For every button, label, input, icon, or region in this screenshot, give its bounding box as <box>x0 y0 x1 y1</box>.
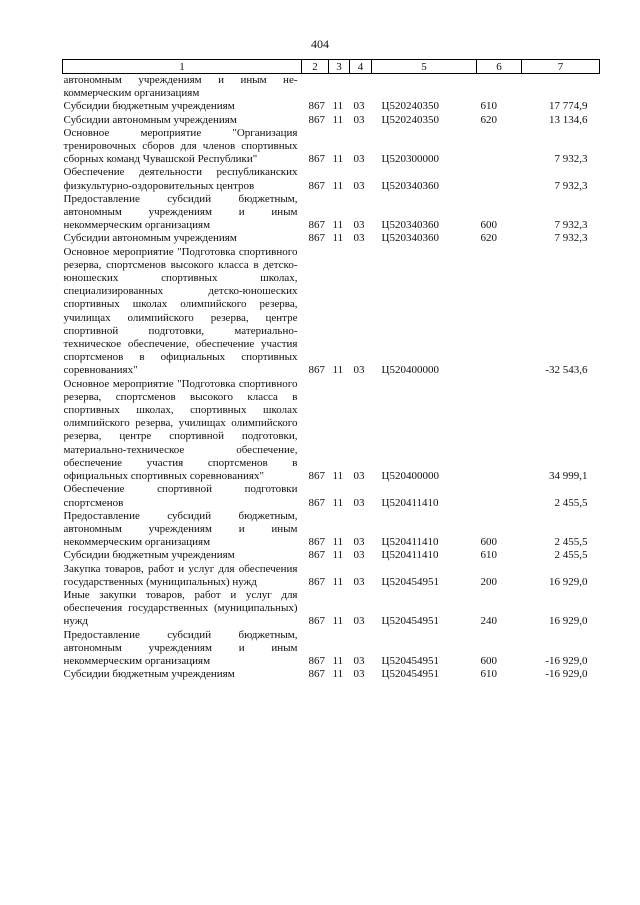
row-gr-code: 867 <box>308 496 325 509</box>
header-col-5: 5 <box>372 60 477 74</box>
row-name: Предоставление субсидий бюджетным, автономным учреждениям и иным некоммерческим организациям <box>63 192 298 232</box>
table-row <box>63 127 600 167</box>
row-expense-type: 600 <box>480 219 497 232</box>
table-row <box>63 114 600 127</box>
row-name: автономным учреждениям и иным не-коммерческим организациям <box>63 74 298 100</box>
header-col-7: 7 <box>522 60 600 74</box>
row-target-article: Ц520400000 <box>381 364 439 377</box>
row-target-article: Ц520240350 <box>381 100 439 113</box>
row-expense-type <box>477 127 522 167</box>
header-col-4: 4 <box>350 60 372 74</box>
row-expense-type: 610 <box>480 100 497 113</box>
row-subsection-code: 03 <box>353 232 365 245</box>
row-section-code: 11 <box>332 100 344 113</box>
row-subsection-code: 03 <box>353 470 365 483</box>
row-amount: 2 455,5 <box>554 536 588 549</box>
row-target-article: Ц520400000 <box>381 470 439 483</box>
header-col-1: 1 <box>63 60 302 74</box>
table-body <box>63 74 600 682</box>
header-col-6: 6 <box>477 60 522 74</box>
row-subsection-code: 03 <box>353 536 365 549</box>
row-name: Закупка товаров, работ и услуг для обеспечения государственных (муниципальных) нужд <box>63 562 298 588</box>
row-section-code: 11 <box>332 364 344 377</box>
row-amount: -16 929,0 <box>545 654 588 667</box>
table-row <box>63 668 600 681</box>
table-row <box>63 246 600 378</box>
header-col-3: 3 <box>329 60 350 74</box>
row-target-article: Ц520340360 <box>381 179 439 192</box>
row-amount: 2 455,5 <box>554 549 588 562</box>
row-name: Предоставление субсидий бюджетным, автономным учреждениям и иным некоммерческим организациям <box>63 628 298 667</box>
row-section-code: 11 <box>332 536 344 549</box>
row-gr-code: 867 <box>308 113 325 126</box>
row-subsection-code: 03 <box>353 219 365 232</box>
row-amount: 2 455,5 <box>554 496 588 509</box>
row-name: Основное мероприятие "Подготовка спортивного резерва, спортсменов высокого класса в детско-юношеских спортивных школах, специализированных детско-юношеских спортивных школах олимпийского резерва, училищах олимпийского резерва, центре спортивной подготовки, материально-техническое обеспечение, обеспечение участия спортсменов в официальных спортивных соревнованиях" <box>63 245 298 377</box>
row-expense-type <box>477 246 522 378</box>
row-section-code: 11 <box>332 575 344 588</box>
table-row <box>63 232 600 245</box>
row-name: Субсидии автономным учреждениям <box>63 113 237 126</box>
row-name: Основное мероприятие "Организация тренировочных сборов для членов спортивных сборных команд Чувашской Республики" <box>63 126 298 166</box>
row-target-article: Ц520340360 <box>381 219 439 232</box>
row-subsection-code: 03 <box>353 654 365 667</box>
row-target-article: Ц520411410 <box>381 549 439 562</box>
table-row <box>63 100 600 113</box>
row-name: Иные закупки товаров, работ и услуг для обеспечения государственных (муниципальных) нужд <box>63 588 298 628</box>
row-name: Обеспечение спортивной подготовки спортсменов <box>63 483 298 509</box>
row-amount: 34 999,1 <box>549 470 588 483</box>
row-amount: 7 932,3 <box>554 232 588 245</box>
table-row <box>63 549 600 562</box>
table-row <box>63 589 600 629</box>
row-subsection-code: 03 <box>353 113 365 126</box>
row-target-article: Ц520454951 <box>381 575 439 588</box>
row-name: Субсидии бюджетным учреждениям <box>63 549 235 562</box>
row-gr-code: 867 <box>308 668 325 681</box>
row-gr-code: 867 <box>308 575 325 588</box>
row-expense-type: 620 <box>480 113 497 126</box>
row-expense-type <box>477 74 522 101</box>
row-expense-type <box>477 483 522 509</box>
row-name: Обеспечение деятельности республиканских физкультурно-оздоровительных центров <box>63 166 298 192</box>
row-expense-type: 200 <box>480 575 497 588</box>
row-section-code: 11 <box>332 615 344 628</box>
row-section-code: 11 <box>332 219 344 232</box>
table-row <box>63 563 600 589</box>
table-row <box>63 629 600 669</box>
row-expense-type: 600 <box>480 536 497 549</box>
row-expense-type: 620 <box>480 232 497 245</box>
table-row <box>63 483 600 509</box>
row-amount: -32 543,6 <box>545 364 588 377</box>
row-gr-code: 867 <box>308 100 325 113</box>
row-gr-code: 867 <box>308 536 325 549</box>
row-amount: 7 932,3 <box>554 219 588 232</box>
row-amount: 13 134,6 <box>549 113 588 126</box>
page-number: 404 <box>311 37 329 51</box>
column-number-header <box>63 60 600 74</box>
budget-table <box>62 59 600 681</box>
row-gr-code: 867 <box>308 153 325 166</box>
row-subsection-code: 03 <box>353 179 365 192</box>
row-subsection-code: 03 <box>353 668 365 681</box>
row-amount: 16 929,0 <box>549 615 588 628</box>
row-amount: 17 774,9 <box>549 100 588 113</box>
row-expense-type: 240 <box>480 615 497 628</box>
row-gr-code: 867 <box>308 232 325 245</box>
header-col-2: 2 <box>302 60 329 74</box>
table-row <box>63 510 600 550</box>
row-subsection-code: 03 <box>353 153 365 166</box>
row-target-article: Ц520240350 <box>381 113 439 126</box>
row-section-code: 11 <box>332 654 344 667</box>
row-gr-code: 867 <box>308 615 325 628</box>
row-section-code: 11 <box>332 179 344 192</box>
row-subsection-code: 03 <box>353 100 365 113</box>
row-name: Субсидии автономным учреждениям <box>63 232 237 245</box>
row-section-code: 11 <box>332 153 344 166</box>
row-target-article <box>372 74 477 101</box>
row-gr-code: 867 <box>308 364 325 377</box>
row-expense-type <box>477 378 522 484</box>
row-section-code <box>329 74 350 101</box>
row-amount: 7 932,3 <box>554 179 588 192</box>
row-section-code: 11 <box>332 232 344 245</box>
row-expense-type: 600 <box>480 654 497 667</box>
row-subsection-code: 03 <box>353 549 365 562</box>
row-target-article: Ц520340360 <box>381 232 439 245</box>
row-target-article: Ц520454951 <box>381 615 439 628</box>
row-gr-code: 867 <box>308 179 325 192</box>
row-target-article: Ц520300000 <box>381 153 439 166</box>
row-gr-code: 867 <box>308 470 325 483</box>
table-row <box>63 193 600 233</box>
row-subsection-code: 03 <box>353 364 365 377</box>
table-row <box>63 378 600 484</box>
row-section-code: 11 <box>332 496 344 509</box>
row-section-code: 11 <box>332 470 344 483</box>
row-amount: 16 929,0 <box>549 575 588 588</box>
row-target-article: Ц520411410 <box>381 496 439 509</box>
row-target-article: Ц520454951 <box>381 668 439 681</box>
table-row <box>63 166 600 192</box>
row-amount: 7 932,3 <box>554 153 588 166</box>
row-section-code: 11 <box>332 549 344 562</box>
row-name: Предоставление субсидий бюджетным, автономным учреждениям и иным некоммерческим организациям <box>63 509 298 549</box>
row-name: Субсидии бюджетным учреждениям <box>63 100 235 113</box>
row-expense-type <box>477 166 522 192</box>
row-expense-type: 610 <box>480 668 497 681</box>
row-section-code: 11 <box>332 113 344 126</box>
row-target-article: Ц520411410 <box>381 536 439 549</box>
row-name: Субсидии бюджетным учреждениям <box>63 668 235 681</box>
row-target-article: Ц520454951 <box>381 654 439 667</box>
row-gr-code: 867 <box>308 654 325 667</box>
row-amount: -16 929,0 <box>545 668 588 681</box>
row-subsection-code <box>350 74 372 101</box>
row-expense-type: 610 <box>480 549 497 562</box>
row-gr-code: 867 <box>308 549 325 562</box>
row-name: Основное мероприятие "Подготовка спортивного резерва, спортсменов высокого класса в спортивных школах, спортивных школах олимпийского резерва, училищах олимпийского резерва, центре спортивной подготовки, материально-техническое обеспечение, обеспечение участия спортсменов в официальных спортивных соревнованиях" <box>63 377 298 483</box>
row-subsection-code: 03 <box>353 615 365 628</box>
row-gr-code <box>302 74 329 101</box>
row-subsection-code: 03 <box>353 575 365 588</box>
row-section-code: 11 <box>332 668 344 681</box>
row-subsection-code: 03 <box>353 496 365 509</box>
row-amount <box>522 74 600 101</box>
row-gr-code: 867 <box>308 219 325 232</box>
table-row <box>63 74 600 101</box>
